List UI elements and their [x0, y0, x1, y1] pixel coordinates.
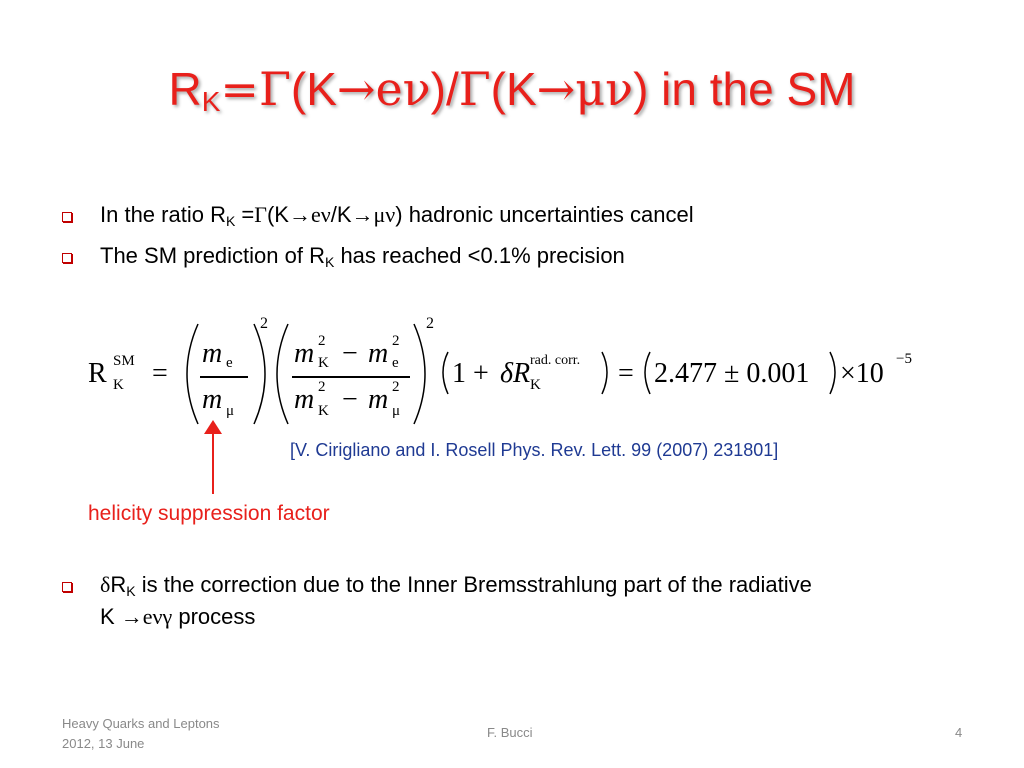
frac2-num-m2: m — [368, 338, 389, 369]
title-e-nu: eν — [375, 62, 431, 116]
frac1-den-m: m — [202, 384, 223, 415]
bullet-3-line2-b: process — [172, 604, 256, 629]
bullet-1-text-b: = — [235, 202, 255, 227]
frac1-num-m: m — [202, 338, 223, 369]
bullet-1-sub: K — [225, 213, 236, 229]
frac2-den-minus: − — [342, 384, 358, 415]
frac2-num-sq1: 2 — [318, 333, 326, 349]
helicity-annotation: helicity suppression factor — [88, 502, 330, 525]
equals-sign: = — [152, 358, 168, 389]
bullet-square-icon — [62, 253, 72, 263]
rad-corr-sup: rad. corr. — [530, 353, 581, 368]
frac2-num-e: e — [392, 355, 399, 371]
bullet-3-line2-a: K → — [100, 604, 143, 629]
rk-value: 2.477 ± 0.001 — [654, 358, 810, 389]
equals-sign-2: = — [618, 358, 634, 389]
title-end: ) in the SM — [633, 63, 856, 115]
title-sub-k: K — [201, 86, 221, 117]
bullet-3-r: R — [110, 572, 127, 597]
frac2-den-k: K — [318, 403, 329, 419]
page-number: 4 — [955, 725, 963, 740]
lhs-r: R — [88, 358, 107, 389]
bullet-1-text-c: (K→ — [266, 202, 311, 227]
bullet-1-text-d: /K→ — [330, 202, 374, 227]
title-gamma: =Γ — [220, 62, 291, 116]
frac2-num-m1: m — [294, 338, 315, 369]
bullet-3-delta: δ — [100, 572, 111, 597]
frac2-line — [292, 376, 410, 378]
frac1-den-mu: μ — [226, 403, 235, 419]
bullet-1-gamma: Γ — [254, 202, 267, 227]
title-open1: (K — [290, 63, 337, 115]
frac2-den-mu: μ — [392, 403, 401, 419]
bullet-3-sub: K — [126, 583, 136, 599]
frac2-den-sq1: 2 — [318, 379, 326, 395]
bullet-1-e-nu: eν — [310, 202, 331, 227]
slide-title — [0, 62, 1024, 116]
bullet-3-line1: is the correction due to the Inner Bremsstrahlung part of the radiative — [135, 572, 812, 597]
delta-r: δR — [500, 358, 531, 389]
title-arrow1: → — [336, 62, 376, 116]
bullet-3-e-nu-gamma: eνγ — [142, 604, 173, 629]
frac2-den-sq2: 2 — [392, 379, 400, 395]
footer-event-line2: 2012, 13 June — [62, 736, 145, 751]
frac1-num-e: e — [226, 355, 233, 371]
bullet-1-text-a: In the ratio R — [100, 202, 226, 227]
exponent: −5 — [896, 351, 912, 367]
bullet-square-icon — [62, 582, 72, 592]
bullet-2-text-a: The SM prediction of R — [100, 243, 325, 268]
frac2-den-m2: m — [368, 384, 389, 415]
title-arrow2: → — [536, 62, 576, 116]
bullet-1-mu-nu: μν — [373, 202, 396, 227]
frac2-num-k: K — [318, 355, 329, 371]
frac2-num-sq2: 2 — [392, 333, 400, 349]
lhs-sub-k: K — [113, 377, 124, 393]
bullet-2-sub: K — [324, 254, 335, 270]
lhs-sup-sm: SM — [113, 353, 135, 369]
title-r: R — [168, 63, 202, 115]
one-plus: 1 + — [452, 358, 489, 389]
footer-author: F. Bucci — [487, 725, 533, 740]
title-gamma2: Γ — [458, 62, 491, 116]
footer-event-line1: Heavy Quarks and Leptons — [62, 716, 220, 731]
delta-r-sub-k: K — [530, 377, 541, 393]
title-mu-nu: μν — [575, 62, 634, 116]
frac1-power: 2 — [260, 315, 268, 332]
bullet-square-icon — [62, 212, 72, 222]
frac2-den-m1: m — [294, 384, 315, 415]
bullet-2-text-b: has reached <0.1% precision — [334, 243, 625, 268]
title-mid: )/ — [430, 63, 459, 115]
frac2-num-minus: − — [342, 338, 358, 369]
frac1-line — [200, 376, 248, 378]
title-open2: (K — [490, 63, 537, 115]
footer-event — [62, 714, 220, 754]
frac2-power: 2 — [426, 315, 434, 332]
citation-reference: [V. Cirigliano and I. Rosell Phys. Rev. Lett. 99 (2007) 231801] — [290, 440, 779, 460]
bullet-1-text-e: ) hadronic uncertainties cancel — [395, 202, 694, 227]
times-ten: ×10 — [840, 358, 884, 389]
arrow-shaft — [212, 430, 214, 494]
